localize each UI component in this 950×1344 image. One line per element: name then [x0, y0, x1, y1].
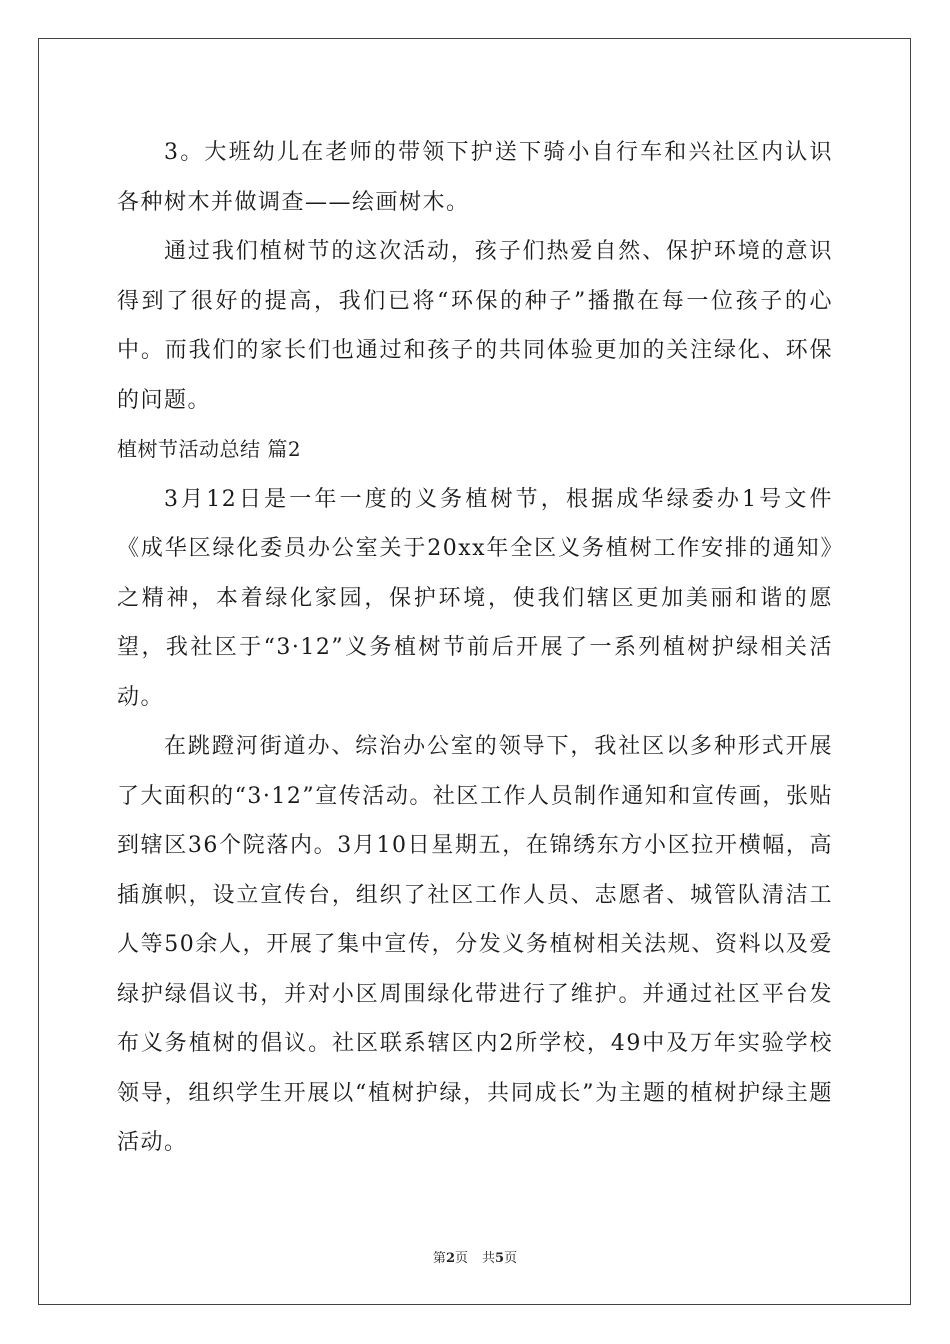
- page-footer: [0, 1247, 950, 1266]
- document-body: [117, 128, 833, 1168]
- total-pages: 5: [495, 1251, 505, 1266]
- page-suffix: 页: [454, 1251, 468, 1266]
- page-prefix: 第: [432, 1251, 446, 1266]
- paragraph-intro: 3月12日是一年一度的义务植树节，根据成华绿委办1号文件《成华区绿化委员办公室关于20xx年全区义务植树工作安排的通知》之精神，本着绿化家园，保护环境，使我们辖区更加美丽和谐的愿望，我社区于“3·12”义务植树节前后开展了一系列植树护绿相关活动。: [117, 486, 833, 710]
- paragraph-activity-summary: 通过我们植树节的这次活动，孩子们热爱自然、保护环境的意识得到了很好的提高，我们已将“环保的种子”播撒在每一位孩子的心中。而我们的家长们也通过和孩子的共同体验更加的关注绿化、环保的问题。: [117, 239, 833, 413]
- total-prefix: 共: [482, 1251, 496, 1266]
- total-suffix: 页: [504, 1251, 518, 1266]
- paragraph-publicity: 在跳蹬河街道办、综治办公室的领导下，我社区以多种形式开展了大面积的“3·12”宣传活动。社区工作人员制作通知和宣传画，张贴到辖区36个院落内。3月10日星期五，在锦绣东方小区拉开横幅，高插旗帜，设立宣传台，组织了社区工作人员、志愿者、城管队清洁工人等50余人，开展了集中宣传，分发义务植树相关法规、资料以及爱绿护绿倡议书，并对小区周围绿化带进行了维护。并通过社区平台发布义务植树的倡议。社区联系辖区内2所学校，49中及万年实验学校领导，组织学生开展以“植树护绿，共同成长”为主题的植树护绿主题活动。: [117, 734, 833, 1155]
- paragraph-activity-3: 3。大班幼儿在老师的带领下护送下骑小自行车和兴社区内认识各种树木并做调查——绘画树木。: [117, 140, 833, 215]
- section-heading: 植树节活动总结 篇2: [117, 437, 302, 461]
- page-number: 2: [445, 1251, 455, 1266]
